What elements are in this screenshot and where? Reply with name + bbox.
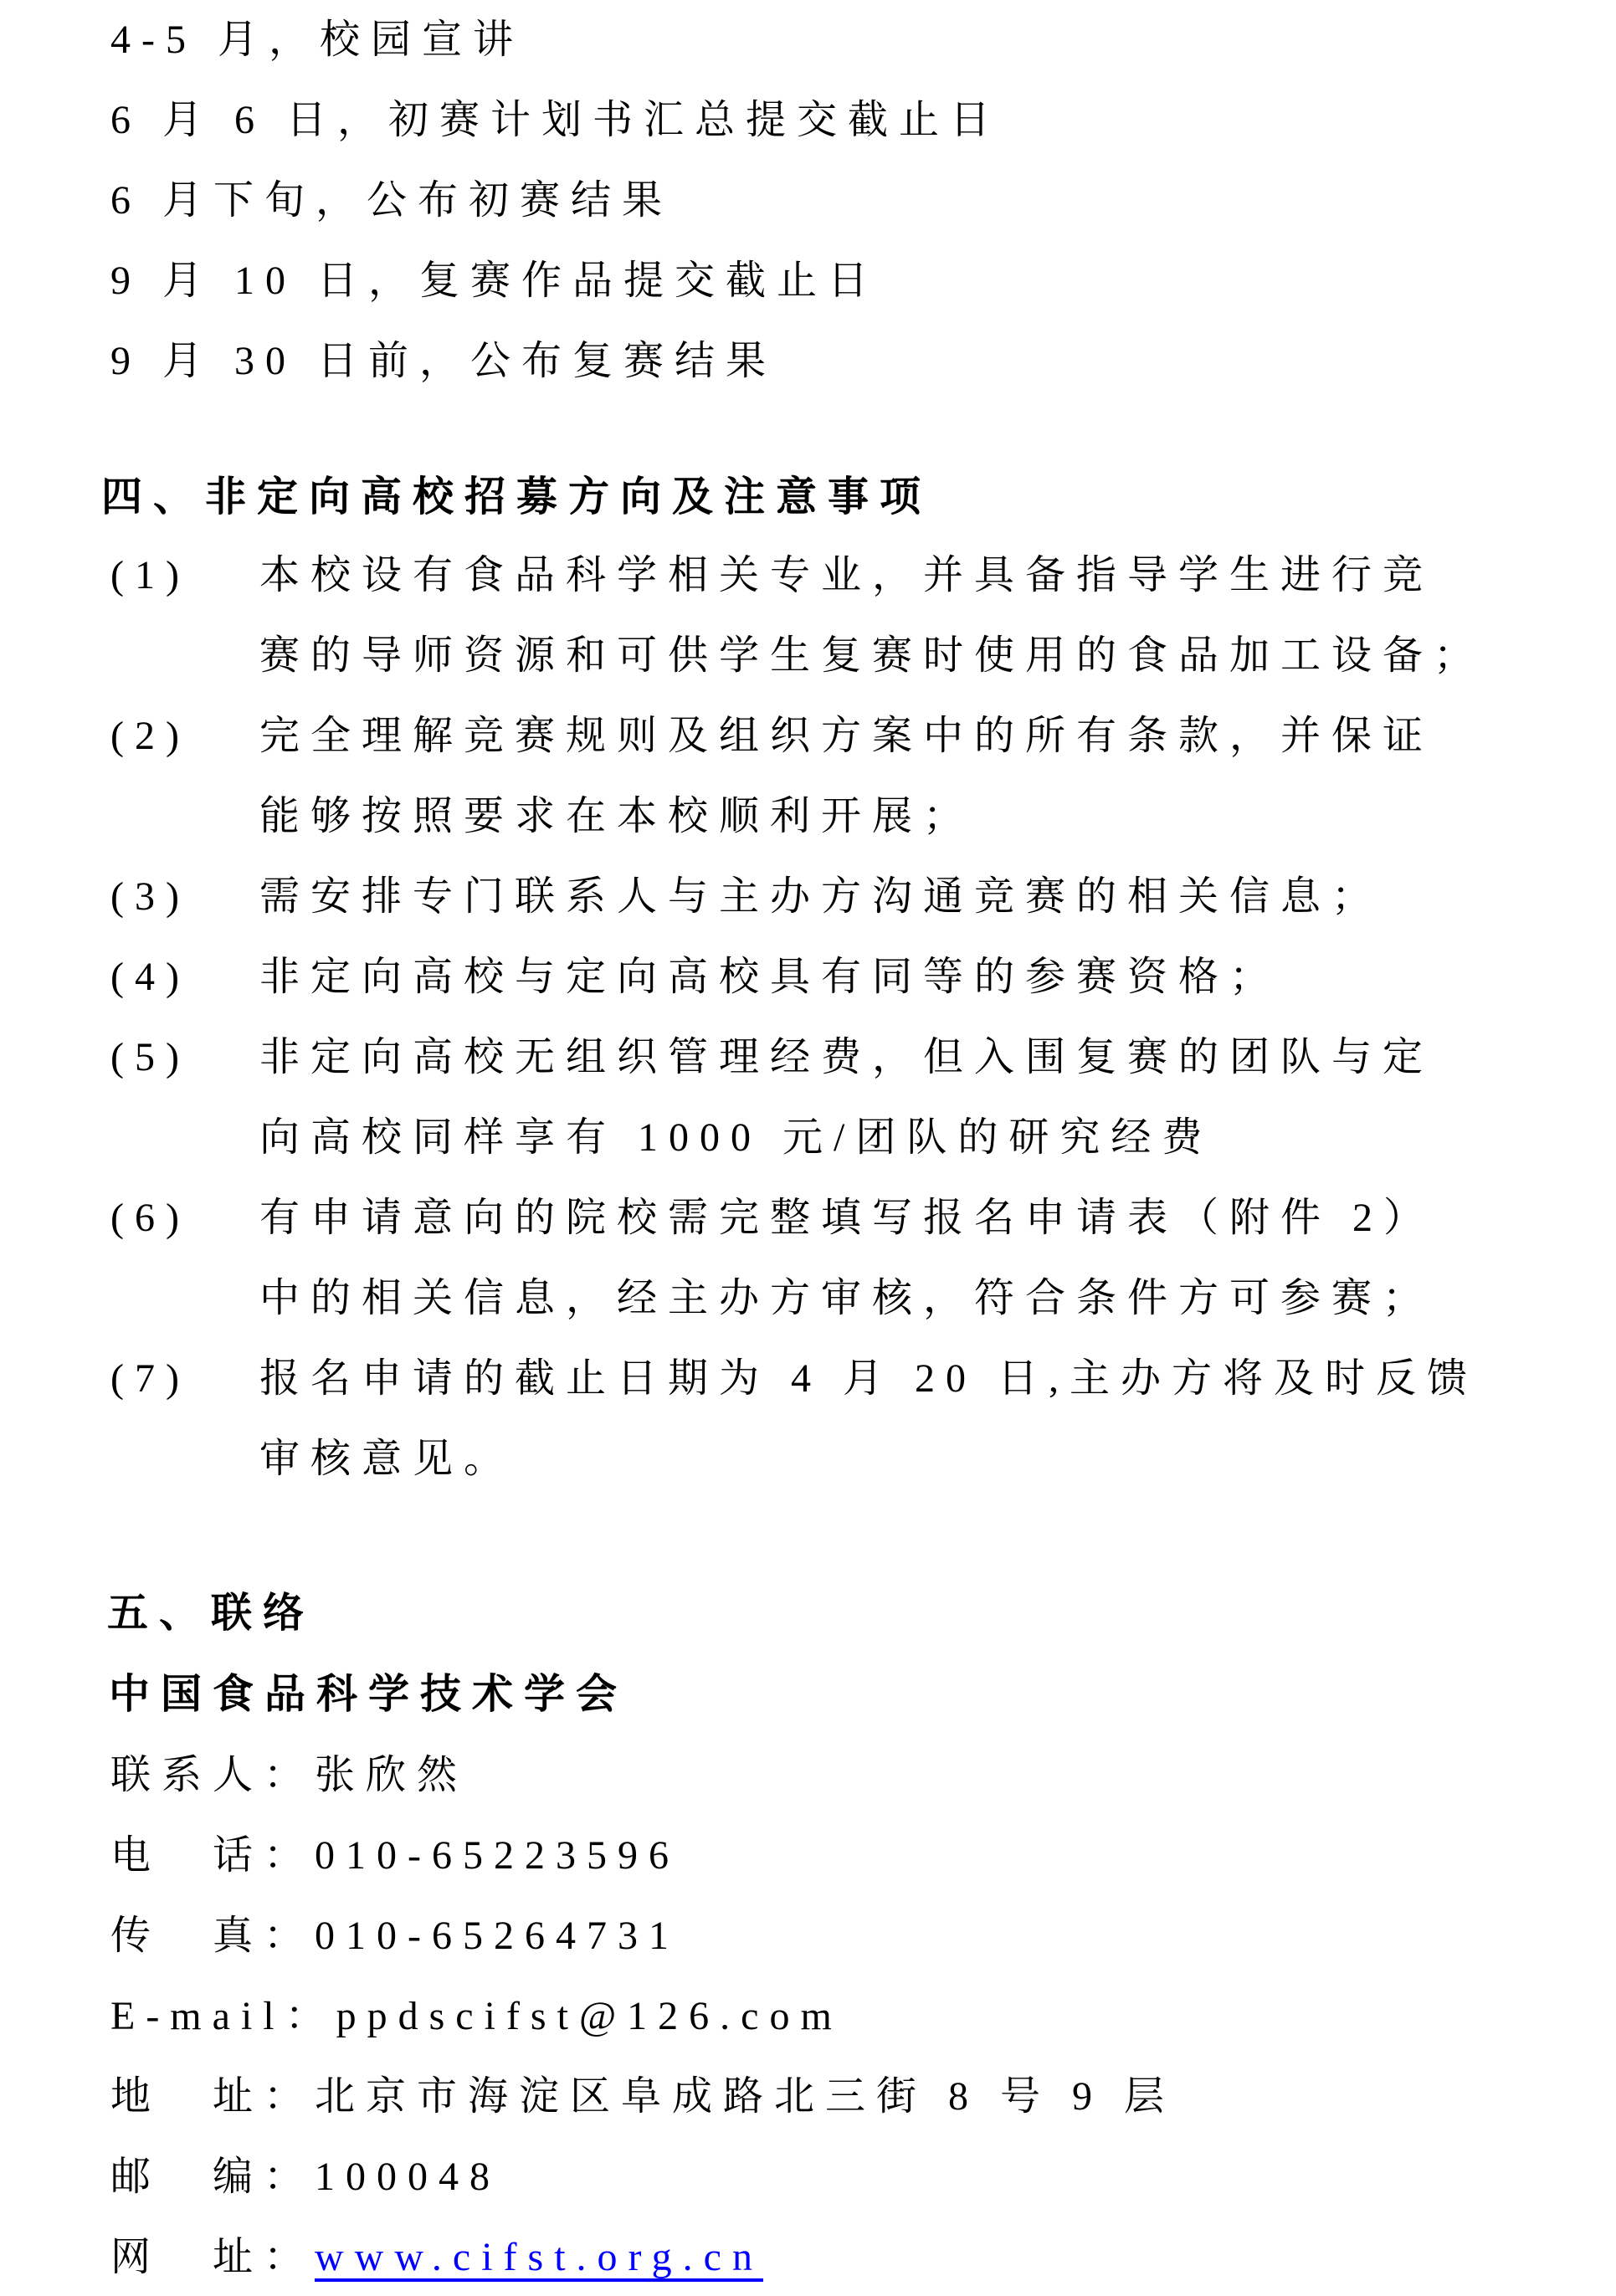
contact-row-fax — [110, 1896, 1175, 1976]
contact-row-zipcode — [110, 2137, 1175, 2217]
zipcode-label: 邮 编： — [110, 2155, 316, 2199]
phone-label: 电 话： — [110, 1833, 316, 1878]
list-item-3-marker: (3) — [110, 874, 190, 919]
contact-person-value: 张欣然 — [315, 1753, 469, 1797]
phone-value: 010-65223596 — [315, 1833, 680, 1878]
contact-row-email — [110, 1976, 1175, 2057]
schedule-line-2: 6 月 6 日，初赛计划书汇总提交截止日 — [110, 98, 1002, 142]
list-item-5-marker: (5) — [110, 1035, 190, 1079]
fax-label: 传 真： — [110, 1914, 316, 1958]
list-item-6-line-2 — [110, 1258, 1485, 1339]
contact-row-phone — [110, 1816, 1175, 1896]
email-value: ppdscifst@126.com — [336, 1994, 843, 2038]
section4-heading: 四、非定向高校招募方向及注意事项 — [101, 474, 932, 520]
website-label: 网 址： — [110, 2235, 316, 2279]
list-item-6-line-1 — [110, 1178, 1485, 1258]
list-item-7-text-cont: 审核意见。 — [259, 1437, 516, 1481]
list-item-7-line-2 — [110, 1419, 1485, 1499]
list-item-7-text: 报名申请的截止日期为 4 月 20 日,主办方将及时反馈 — [259, 1356, 1479, 1401]
email-label: E-mail： — [110, 1994, 336, 2038]
contact-row-website — [110, 2217, 1175, 2296]
list-item-5-line-2 — [110, 1098, 1485, 1178]
list-item-7-marker: (7) — [110, 1356, 190, 1401]
list-item-3-text: 需安排专门联系人与主办方沟通竞赛的相关信息； — [259, 874, 1383, 919]
list-item-1-line-2 — [110, 616, 1485, 696]
organization-name: 中国食品科学技术学会 — [109, 1672, 628, 1717]
list-item-1-text-cont: 赛的导师资源和可供学生复赛时使用的食品加工设备； — [259, 633, 1485, 678]
address-label: 地 址： — [110, 2074, 316, 2119]
list-item-2-text: 完全理解竞赛规则及组织方案中的所有条款，并保证 — [259, 714, 1434, 758]
fax-value: 010-65264731 — [315, 1914, 680, 1958]
list-item-1-text: 本校设有食品科学相关专业，并具备指导学生进行竞 — [259, 553, 1434, 597]
list-item-3-line-1 — [110, 857, 1485, 937]
list-item-2-text-cont: 能够按照要求在本校顺利开展； — [259, 794, 975, 838]
schedule-line-5: 9 月 30 日前，公布复赛结果 — [110, 339, 777, 383]
list-item-5-text: 非定向高校无组织管理经费，但入围复赛的团队与定 — [259, 1035, 1434, 1079]
address-value: 北京市海淀区阜成路北三街 8 号 9 层 — [315, 2074, 1176, 2119]
list-item-6-marker: (6) — [110, 1196, 190, 1240]
section5-heading: 五、联络 — [107, 1591, 316, 1636]
list-item-5-text-cont: 向高校同样享有 1000 元/团队的研究经费 — [259, 1115, 1213, 1160]
contact-row-address — [110, 2057, 1175, 2137]
list-item-7-line-1 — [110, 1339, 1485, 1419]
contact-section — [110, 1735, 1175, 2296]
list-item-6-text-cont: 中的相关信息，经主办方审核，符合条件方可参赛； — [259, 1276, 1434, 1320]
list-item-1-line-1 — [110, 536, 1485, 616]
list-item-1-marker: (1) — [110, 553, 190, 597]
list-item-2-line-1 — [110, 696, 1485, 776]
schedule-line-4: 9 月 10 日，复赛作品提交截止日 — [110, 259, 880, 303]
zipcode-value: 100048 — [315, 2155, 501, 2199]
list-item-5-line-1 — [110, 1017, 1485, 1098]
contact-row-person — [110, 1735, 1175, 1816]
list-item-6-text: 有申请意向的院校需完整填写报名申请表（附件 2） — [259, 1196, 1435, 1240]
list-item-4-marker: (4) — [110, 955, 190, 999]
contact-person-label: 联系人： — [110, 1753, 316, 1797]
schedule-section — [110, 0, 1001, 402]
schedule-line-3: 6 月下旬，公布初赛结果 — [110, 178, 674, 223]
schedule-line-1: 4-5 月，校园宣讲 — [110, 18, 524, 62]
list-item-2-line-2 — [110, 776, 1485, 857]
list-item-4-text: 非定向高校与定向高校具有同等的参赛资格； — [259, 955, 1281, 999]
list-item-2-marker: (2) — [110, 714, 190, 758]
section4-item-list — [110, 536, 1485, 1499]
website-link[interactable]: www.cifst.org.cn — [315, 2235, 763, 2279]
list-item-4-line-1 — [110, 937, 1485, 1017]
